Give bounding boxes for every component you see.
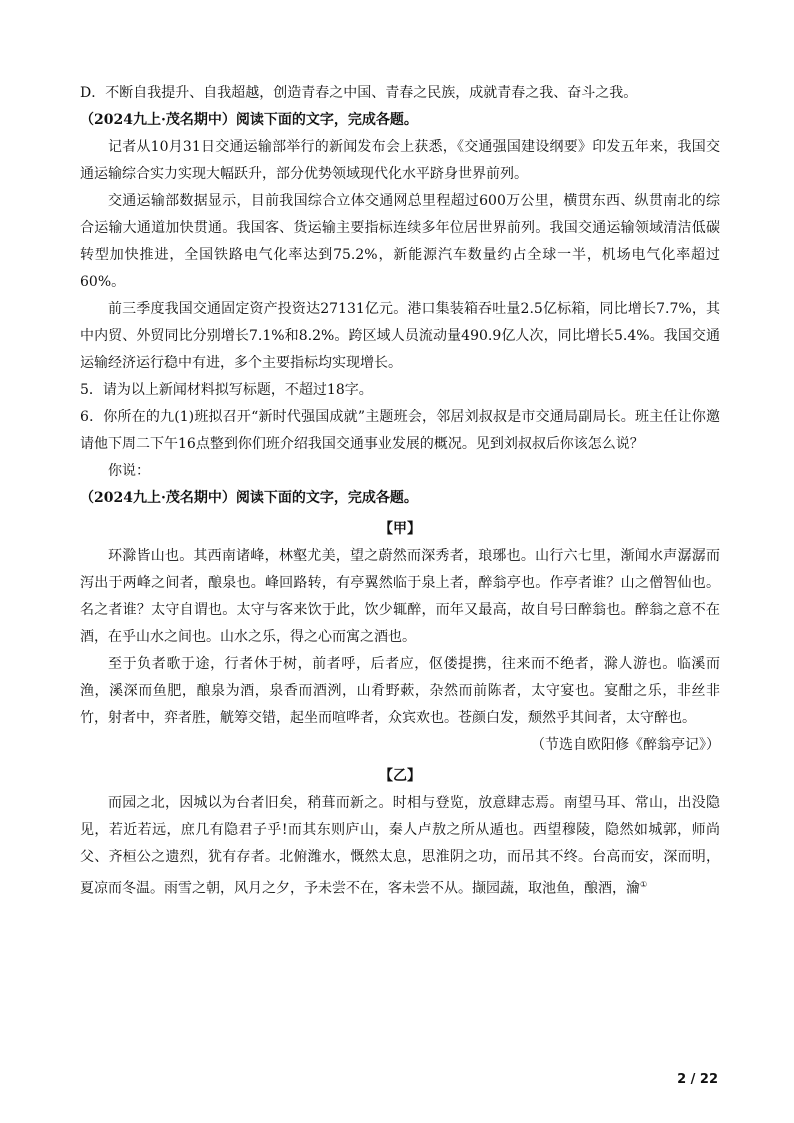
news-paragraph-2: 交通运输部数据显示，目前我国综合立体交通网总里程超过600万公里，横贯东西、纵贯南北的综合运输大通道加快贯通。我国客、货运输主要指标连续多年位居世界前列。我国交通运输领域清洁低碳转型加快推进，全国铁路电气化率达到75.2%，新能源汽车数量约占全球一半，机场电气化率超过60%。 <box>80 193 720 290</box>
passage-yi-paragraph-1 <box>80 790 720 903</box>
passage-jia-paragraph-1: 环滁皆山也。其西南诸峰，林壑尤美，望之蔚然而深秀者，琅琊也。山行六七里，渐闻水声潺潺而泻出于两峰之间者，酿泉也。峰回路转，有亭翼然临于泉上者，醉翁亭也。作亭者谁？山之僧智仙也。名之者谁？太守自谓也。太守与客来饮于此，饮少辄醉，而年又最高，故自号曰醉翁也。醉翁之意不在酒，在乎山水之间也。山水之乐，得之心而寓之酒也。 <box>80 548 720 645</box>
passage-jia-note: （节选自欧阳修《醉翁亭记》） <box>531 737 720 753</box>
answer-prompt: 你说： <box>108 463 150 479</box>
section1-source: （2024九上·茂名期中）阅读下面的文字，完成各题。 <box>80 112 418 128</box>
passage-jia-paragraph-2: 至于负者歌于途，行者休于树，前者呼，后者应，伛偻提携，往来而不绝者，滁人游也。临溪而渔，溪深而鱼肥，酿泉为酒，泉香而酒洌，山肴野蔌，杂然而前陈者，太守宴也。宴酣之乐，非丝非竹，射者中，弈者胜，觥筹交错，起坐而喧哗者，众宾欢也。苍颜白发，颓然乎其间者，太守醉也。 <box>80 656 720 726</box>
news-paragraph-3: 前三季度我国交通固定资产投资达27131亿元。港口集装箱吞吐量2.5亿标箱，同比增长7.7%，其中内贸、外贸同比分别增长7.1%和8.2%。跨区域人员流动量490.9亿人次，同比增长5.4%。我国交通运输经济运行稳中有进，多个主要指标均实现增长。 <box>80 301 720 371</box>
question-6: 6．你所在的九(1)班拟召开“新时代强国成就”主题班会，邻居刘叔叔是市交通局副局长。班主任让你邀请他下周二下午16点整到你们班介绍我国交通事业发展的概况。见到刘叔叔后你该怎么说？ <box>80 409 720 452</box>
page-number: 2 / 22 <box>677 1072 718 1087</box>
passage-jia-title: 【甲】 <box>379 521 421 537</box>
news-paragraph-1: 记者从10月31日交通运输部举行的新闻发布会上获悉，《交通强国建设纲要》印发五年来，我国交通运输综合实力实现大幅跃升，部分优势领域现代化水平跻身世界前列。 <box>80 139 720 182</box>
question-5: 5．请为以上新闻材料拟写标题，不超过18字。 <box>80 382 373 398</box>
passage-yi-text: 而园之北，因城以为台者旧矣，稍葺而新之。时相与登览，放意肆志焉。南望马耳、常山，出没隐见，若近若远，庶几有隐君子乎!而其东则庐山，秦人卢敖之所从遁也。西望穆陵，隐然如城郭，师尚父、齐桓公之遗烈，犹有存者。北俯潍水，慨然太息，思淮阴之功，而吊其不终。台高而安，深而明，夏凉而冬温。雨雪之朝，风月之夕，予未尝不在，客未尝不从。撷园蔬，取池鱼，酿酒，瀹 <box>80 795 720 897</box>
passage-yi-title: 【乙】 <box>379 768 421 784</box>
page-content <box>80 80 720 903</box>
footnote-mark: ① <box>640 880 648 889</box>
section2-source: （2024九上·茂名期中）阅读下面的文字，完成各题。 <box>80 490 418 506</box>
option-d: D．不断自我提升、自我超越，创造青春之中国、青春之民族，成就青春之我、奋斗之我。 <box>80 85 638 101</box>
